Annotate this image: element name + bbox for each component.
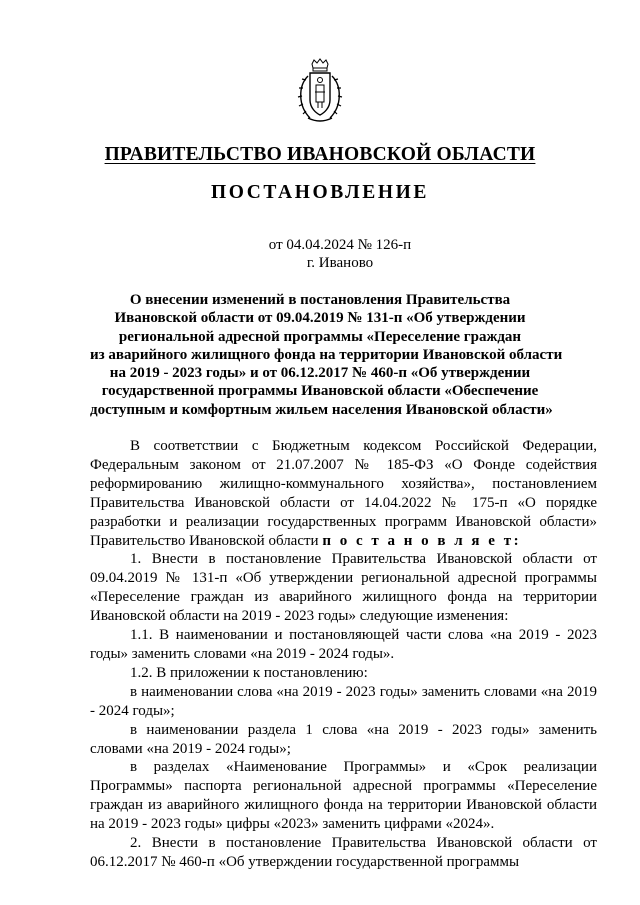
document-type: ПОСТАНОВЛЕНИЕ xyxy=(210,182,430,203)
preamble-text: В соответствии с Бюджетным кодексом Российской Федерации, Федеральным законом от 21.07.2007 № 185-ФЗ «О Фонде содействия реформированию жилищно-коммунального хозяйства», постановлением Правительства Ивановской области от 14.04.2022 № 175-п «О порядке разработки и реализации государственных программ Ивановской области» Правительство Ивановской области xyxy=(90,438,597,549)
document-meta xyxy=(0,236,640,272)
government-name-text: ПРАВИТЕЛЬСТВО ИВАНОВСКОЙ ОБЛАСТИ xyxy=(104,144,536,165)
title-line: Ивановской области от 09.04.2019 № 131-п «Об утверждении xyxy=(114,310,526,327)
preamble-paragraph xyxy=(90,437,597,550)
item-1-2-c: в разделах «Наименование Программы» и «Срок реализации Программы» паспорта региональной адресной программы «Переселение граждан из аварийного жилищного фонда на территории Ивановской области на 2019 - 2023 годы» цифры «2023» заменить цифрами «2024». xyxy=(90,759,597,833)
document-body xyxy=(90,437,597,872)
title-line: из аварийного жилищного фонда на территории Ивановской области xyxy=(90,346,563,363)
title-line: государственной программы Ивановской области «Обеспечение xyxy=(101,383,539,400)
item-1-2-b: в наименовании раздела 1 слова «на 2019 - 2023 годы» заменить словами «на 2019 - 2024 годы»; xyxy=(90,721,597,757)
item-1-2-a: в наименовании слова «на 2019 - 2023 годы» заменить словами «на 2019 - 2024 годы»; xyxy=(90,683,597,719)
document-title xyxy=(90,291,563,419)
title-line: доступным и комфортным жильем населения Ивановской области» xyxy=(90,401,553,418)
item-2: 2. Внести в постановление Правительства Ивановской области от 06.12.2017 № 460-п «Об утверждении государственной программы xyxy=(90,835,597,870)
item-1: 1. Внести в постановление Правительства Ивановской области от 09.04.2019 № 131-п «Об утверждении региональной адресной программы «Переселение граждан из аварийного жилищного фонда на территории Ивановской области на 2019 - 2023 годы» следующие изменения: xyxy=(90,551,597,625)
resolves-word: п о с т а н о в л я е т xyxy=(322,532,514,549)
item-1-2: 1.2. В приложении к постановлению: xyxy=(130,664,368,681)
title-line: на 2019 - 2023 годы» и от 06.12.2017 № 460-п «Об утверждении xyxy=(109,365,531,382)
title-line: региональной адресной программы «Переселение граждан xyxy=(118,328,522,345)
item-1-1: 1.1. В наименовании и постановляющей части слова «на 2019 - 2023 годы» заменить словами «на 2019 - 2024 годы». xyxy=(90,627,597,662)
date-number: от 04.04.2024 № 126-п xyxy=(268,237,412,253)
government-name xyxy=(0,144,640,166)
title-line: О внесении изменений в постановления Правительства xyxy=(129,292,511,308)
coat-of-arms-icon xyxy=(294,58,346,126)
resolves-colon: : xyxy=(513,532,522,549)
city: г. Иваново xyxy=(306,255,374,271)
